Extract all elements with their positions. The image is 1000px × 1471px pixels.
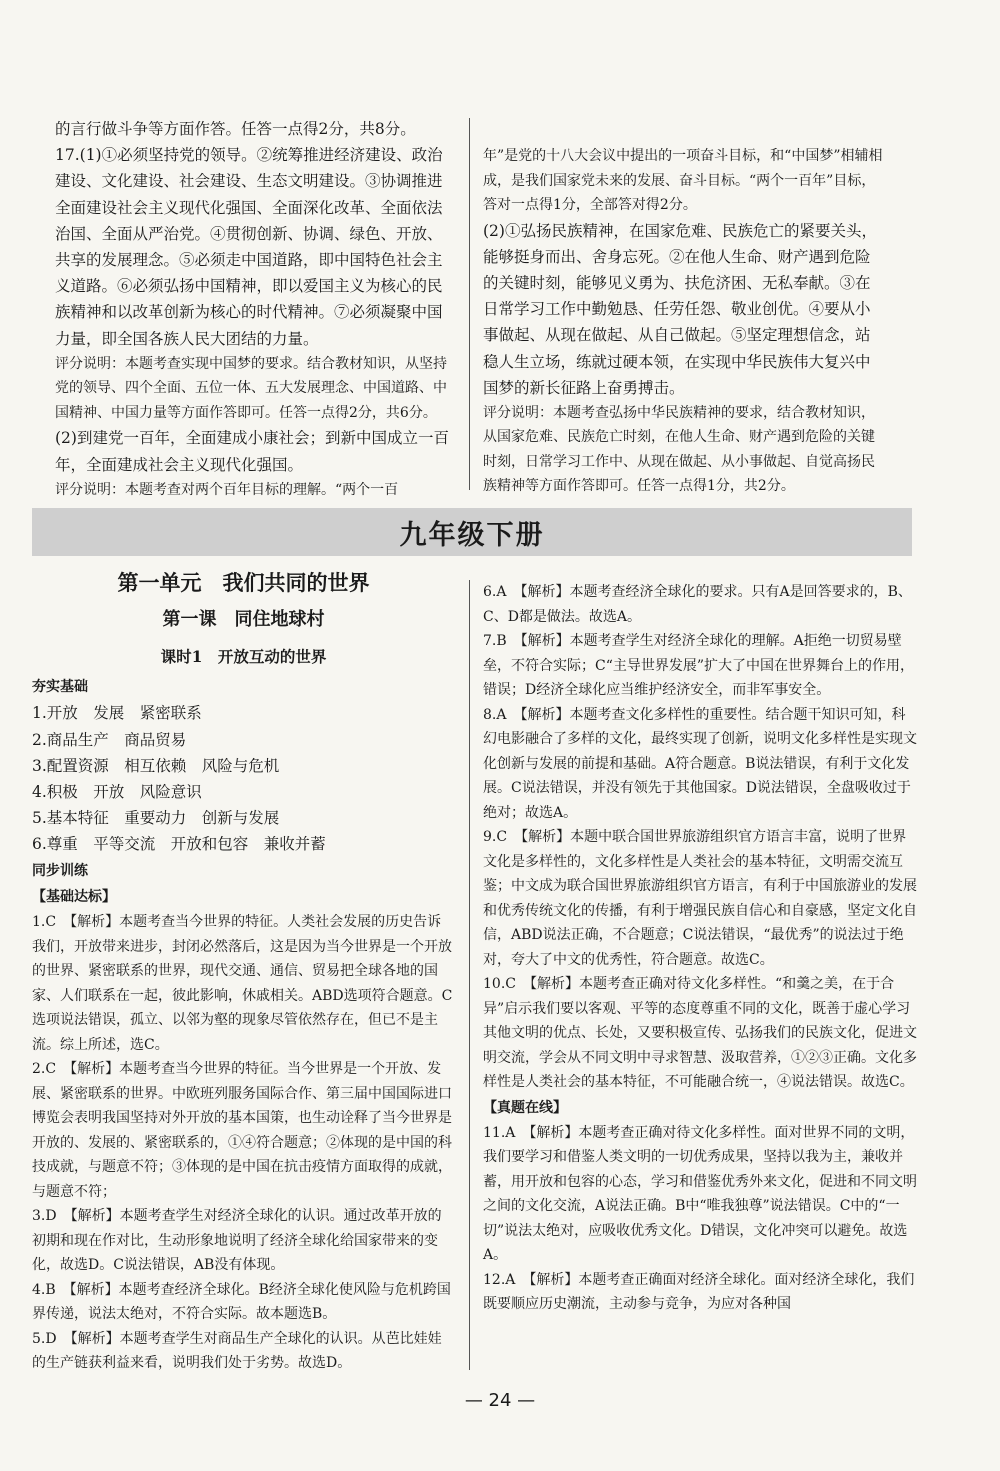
column-divider bbox=[469, 118, 470, 490]
paragraph: (2)①弘扬民族精神，在国家危难、民族危亡的紧要关头，能够挺身而出、舍身忘死。②在他人生命、财产遇到危险的关键时刻，能够见义勇为、扶危济困、无私奉献。③在日常学习工作中勤勉恳、任劳任怨、敬业创优。④要从小事做起、从现在做起、从自己做起。⑤坚定理想信念，站稳人生立场，练就过硬本领，在实现中华民族伟大复兴中国梦的新长征路上奋勇搏击。 bbox=[483, 221, 877, 397]
list-item: 1.开放 发展 紧密联系 bbox=[32, 704, 202, 723]
paragraph: (2)到建党一百年，全面建成小康社会；到新中国成立一百年，全面建成社会主义现代化强国。 bbox=[55, 429, 449, 474]
list-item: 6.尊重 平等交流 开放和包容 兼收并蓄 bbox=[32, 835, 326, 854]
answer-item: 6.A 【解析】本题考查经济全球化的要求。只有A是回答要求的，B、C、D都是做法。故选A。 bbox=[483, 584, 912, 625]
list-item: 3.配置资源 相互依赖 风险与危机 bbox=[32, 756, 280, 775]
column-divider bbox=[469, 580, 470, 1370]
top-left-column bbox=[55, 116, 455, 502]
answer-item: 9.C 【解析】本题中联合国世界旅游组织官方语言丰富，说明了世界文化是多样性的，文化多样性是人类社会的基本特征，文明需交流互鉴；中文成为联合国世界旅游组织官方语言，有利于中国旅游业的发展和优秀传统文化的传播，有利于增强民族自信心和自豪感，坚定文化自信，ABD说法正确，不合题意；C说法错误，“最优秀”的说法过于绝对，夸大了中文的优秀性，符合题意。故选C。 bbox=[483, 829, 917, 968]
section-heading: 【基础达标】 bbox=[32, 888, 116, 905]
section-heading: 【真题在线】 bbox=[483, 1099, 567, 1116]
answer-item: 3.D 【解析】本题考查学生对经济全球化的认识。通过改革开放的初期和现在作对比，生动形象地说明了经济全球化给国家带来的变化，故选D。C说法错误，AB没有体现。 bbox=[32, 1208, 442, 1274]
answer-item: 2.C 【解析】本题考查当今世界的特征。当今世界是一个开放、发展、紧密联系的世界。中欧班列服务国际合作、第三届中国国际进口博览会表明我国坚持对外开放的基本国策，也生动诠释了当今世界是开放的、发展的、紧密联系的，①④符合题意；②体现的是中国的科技成就，与题意不符；③体现的是中国在抗击疫情方面取得的成就，与题意不符； bbox=[32, 1061, 452, 1200]
answer-item: 12.A 【解析】本题考查正确面对经济全球化。面对经济全球化，我们既要顺应历史潮流，主动参与竞争，为应对各种国 bbox=[483, 1271, 915, 1313]
scoring-note: 年”是党的十八大会议中提出的一项奋斗目标，和“中国梦”相辅相成，是我们国家党未来的发展、奋斗目标。“两个一百年”目标，答对一点得1分，全部答对得2分。 bbox=[483, 148, 883, 213]
section-heading: 夯实基础 bbox=[32, 679, 88, 696]
list-item: 4.积极 开放 风险意识 bbox=[32, 783, 202, 802]
answer-item: 10.C 【解析】本题考查正确对待文化多样性。“和羹之美，在于合异”启示我们要以客观、平等的态度尊重不同的文化，既善于虚心学习其他文明的优点、长处，又要积极宣传、弘扬我们的民族文化，促进文明交流，学会从不同文明中寻求智慧、汲取营养，①②③正确。文化多样性是人类社会的基本特征，不可能融合统一，④说法错误。故选C。 bbox=[483, 976, 917, 1090]
bottom-right-column bbox=[483, 580, 918, 1317]
period-title: 课时1 开放互动的世界 bbox=[160, 647, 327, 666]
paragraph: 的言行做斗争等方面作答。任答一点得2分，共8分。 bbox=[55, 120, 416, 138]
scoring-note: 评分说明：本题考查弘扬中华民族精神的要求，结合教材知识，从国家危难、民族危亡时刻，在他人生命、财产遇到危险的关键时刻，日常学习工作中、从现在做起、从小事做起、自觉高扬民族精神等方面作答即可。任答一点得1分，共2分。 bbox=[483, 404, 875, 495]
bottom-left-column bbox=[32, 558, 455, 1376]
grade-banner: 九年级下册 bbox=[32, 508, 912, 556]
list-item: 5.基本特征 重要动力 创新与发展 bbox=[32, 809, 280, 828]
basic-answers-list bbox=[32, 700, 455, 857]
lesson-title: 第一课 同住地球村 bbox=[162, 609, 325, 630]
page-number: — 24 — bbox=[464, 1390, 536, 1411]
answer-item: 7.B 【解析】本题考查学生对经济全球化的理解。A拒绝一切贸易壁垒，不符合实际；C“主导世界发展”扩大了中国在世界舞台上的作用，错误；D经济全球化应当维护经济安全，而非军事安全。 bbox=[483, 633, 915, 698]
answer-item: 4.B 【解析】本题考查经济全球化。B经济全球化使风险与危机跨国界传递，说法太绝对，不符合实际。故本题选B。 bbox=[32, 1281, 451, 1323]
top-right-column bbox=[483, 144, 883, 499]
scoring-note: 评分说明：本题考查对两个百年目标的理解。“两个一百 bbox=[55, 481, 399, 498]
answer-item: 8.A 【解析】本题考查文化多样性的重要性。结合题干知识可知，科幻电影融合了多样的文化，最终实现了创新，说明文化多样性是实现文化创新与发展的前提和基础。A符合题意。B说法错误，有利于文化发展。C说法错误，并没有领先于其他国家。D说法错误，全盘吸收过于绝对；故选A。 bbox=[483, 706, 917, 821]
unit-title: 第一单元 我们共同的世界 bbox=[117, 570, 370, 595]
answer-item: 1.C 【解析】本题考查当今世界的特征。人类社会发展的历史告诉我们，开放带来进步，封闭必然落后，这是因为当今世界是一个开放的世界、紧密联系的世界，现代交通、通信、贸易把全球各地的国家、人们联系在一起，彼此影响，休戚相关。ABD选项符合题意。C选项说法错误，孤立、以邻为壑的现象尽管依然存在，但已不是主流。综上所述，选C。 bbox=[32, 914, 453, 1053]
scoring-note: 评分说明：本题考查实现中国梦的要求。结合教材知识，从坚持党的领导、四个全面、五位一体、五大发展理念、中国道路、中国精神、中国力量等方面作答即可。任答一点得2分，共6分。 bbox=[55, 355, 447, 421]
paragraph: 17.(1)①必须坚持党的领导。②统筹推进经济建设、政治建设、文化建设、社会建设、生态文明建设。③协调推进全面建设社会主义现代化强国、全面深化改革、全面依法治国、全面从严治党。④贯彻创新、协调、绿色、开放、共享的发展理念。⑤必须走中国道路，即中国特色社会主义道路。⑥必须弘扬中国精神，即以爱国主义为核心的民族精神和以改革创新为核心的时代精神。⑦必须凝聚中国力量，即全国各族人民大团结的力量。 bbox=[55, 146, 443, 348]
answer-item: 5.D 【解析】本题考查学生对商品生产全球化的认识。从芭比娃娃的生产链获利益来看，说明我们处于劣势。故选D。 bbox=[32, 1330, 442, 1372]
answer-item: 11.A 【解析】本题考查正确对待文化多样性。面对世界不同的文明，我们要学习和借鉴人类文明的一切优秀成果，坚持以我为主，兼收并蓄，用开放和包容的心态，学习和借鉴优秀外来文化，促进和不同文明之间的文化交流，A说法正确。B中“唯我独尊”说法错误。C中的“一切”说法太绝对，应吸收优秀文化。D错误，文化冲突可以避免。故选A。 bbox=[483, 1124, 917, 1264]
list-item: 2.商品生产 商品贸易 bbox=[32, 730, 187, 749]
section-heading: 同步训练 bbox=[32, 862, 88, 879]
